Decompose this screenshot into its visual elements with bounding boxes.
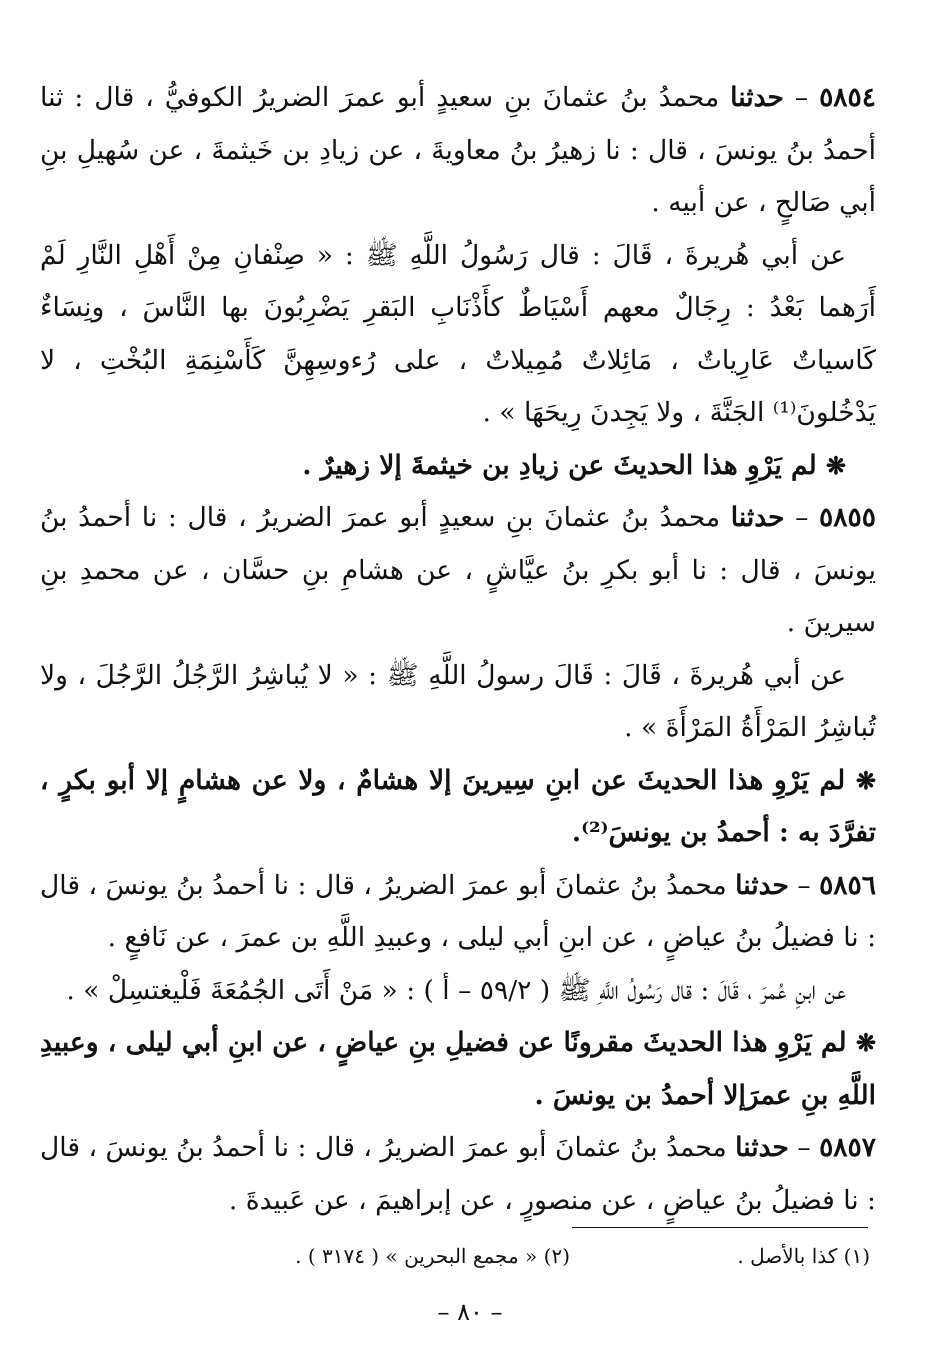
narration-label: حدثنا <box>730 82 784 113</box>
footnote-1: (١) كذا بالأصل . <box>737 1244 870 1268</box>
main-text <box>40 72 876 1227</box>
hadith-5854-note <box>40 440 876 493</box>
star-icon: ❋ <box>825 450 846 480</box>
hadith-dash: – <box>784 502 820 533</box>
isnad-text: محمدُ بنُ عثمانَ بنِ سعيدٍ أبو عمرَ الضريرُ الكوفيُّ ، قال : ثنا أحمدُ بنُ يونسَ ، قال : نا زهيرُ بنُ معاويةَ ، عن زيادِ بن خَيثمةَ ، عن سُهيلِ بنِ أبي صَالحٍ ، عن أبيه . <box>40 82 876 218</box>
hadith-number: ٥٨٥٥ <box>819 502 876 533</box>
narration-label: حدثنا <box>730 502 785 533</box>
hadith-5856-matn: عن ابنِ عُمرَ ، قَالَ : قال رَسُولُ اللَّهِ ﷺ ( ٥٩/٢ – أ ) : « مَنْ أَتَى الجُمُعَةَ فَلْيغتسِلْ » . <box>66 974 846 1006</box>
footnote-divider <box>572 1227 868 1228</box>
hadith-dash: – <box>783 82 820 113</box>
footnotes <box>60 1236 870 1276</box>
narration-label: حدثنا <box>735 1132 789 1163</box>
hadith-5854-matn: عن أبي هُريرةَ ، قَالَ : قال رَسُولُ اللَّهِ ﷺ : « صِنْفانِ مِنْ أَهْلِ النَّارِ لَمْ أَرَهما بَعْدُ : رِجَالٌ معهم أَسْيَاطٌ كأَذْنَابِ البَقرِ يَضْرِبُونَ بها النَّاسَ ، ونِسَاءٌ كَاسياتٌ عَارِياتٌ ، مَائِلاتٌ مُمِيلاتٌ ، على رُءوسِهِنَّ كَأَسْنِمَةِ البُخْتِ ، لا يَدْخُلونَ⁽¹⁾ الجَنَّةَ ، ولا يَجِدنَ رِيحَهَا » . <box>40 239 876 428</box>
hadith-dash: – <box>788 869 820 901</box>
star-icon: ❋ <box>855 1028 876 1057</box>
note-text: لم يَرْوِ هذا الحديثَ عن زيادِ بن خيثمةَ إلا زهيرٌ . <box>302 449 817 481</box>
note-text: لم يَرْوِ هذا الحديثَ عن ابنِ سِيرينَ إلا هشامٌ ، ولا عن هشامٍ إلا أبو بكرٍ ، تفرَّدَ به : أحمدُ بن يونسَ⁽²⁾. <box>40 764 876 848</box>
hadith-5856-note <box>40 1017 876 1122</box>
isnad-text: محمدُ بنُ عثمانَ أبو عمرَ الضريرُ ، قال : نا أحمدُ بنُ يونسَ ، قال : نا فضيلُ بنُ عياضٍ ، عن ابنِ أبي ليلى ، وعبيدِ اللَّهِ بن عمرَ ، عن نَافعٍ . <box>40 869 876 953</box>
hadith-number: ٥٨٥٦ <box>819 869 876 901</box>
hadith-number: ٥٨٥٤ <box>819 82 876 113</box>
page-number: – ٨٠ – <box>437 1298 503 1326</box>
isnad-text: محمدُ بنُ عثمانَ بنِ سعيدٍ أبو عمرَ الضريرُ ، قال : نا أحمدُ بنُ يونسَ ، قال : نا أبو بكرِ بنُ عيَّاشٍ ، عن هشامِ بنِ حسَّان ، عن محمدِ بنِ سيرينَ . <box>40 502 876 638</box>
hadith-5855-matn: عن أبي هُريرةَ ، قَالَ : قَالَ رسولُ اللَّهِ ﷺ : « لا يُباشِرُ الرَّجُلُ الرَّجُلَ ، ولا تُباشِرُ المَرْأَةُ المَرْأَةَ » . <box>40 659 876 743</box>
star-icon: ❋ <box>855 765 876 795</box>
hadith-5856-isnad <box>40 860 876 965</box>
hadith-5855-note <box>40 755 876 860</box>
isnad-text: محمدُ بنُ عثمانَ أبو عمرَ الضريرُ ، قال : نا أحمدُ بنُ يونسَ ، قال : نا فضيلُ بنُ عياضٍ ، عن منصورٍ ، عن إبراهيمَ ، عن عَبيدةَ . <box>40 1132 876 1216</box>
note-text: لم يَرْوِ هذا الحديثَ مقرونًا عن فضيلِ بنِ عياضٍ ، عن ابنِ أبي ليلى ، وعبيدِ اللَّهِ بنِ عمرَإلا أحمدُ بن يونسَ . <box>40 1027 876 1111</box>
footnote-2: (٢) « مجمع البحرين » ( ٣١٧٤ ) . <box>295 1244 570 1268</box>
hadith-5855-isnad <box>40 492 876 650</box>
hadith-5854-isnad <box>40 72 876 230</box>
hadith-dash: – <box>788 1132 820 1163</box>
hadith-5857-isnad <box>40 1122 876 1227</box>
hadith-number: ٥٨٥٧ <box>819 1132 876 1163</box>
narration-label: حدثنا <box>735 869 789 901</box>
